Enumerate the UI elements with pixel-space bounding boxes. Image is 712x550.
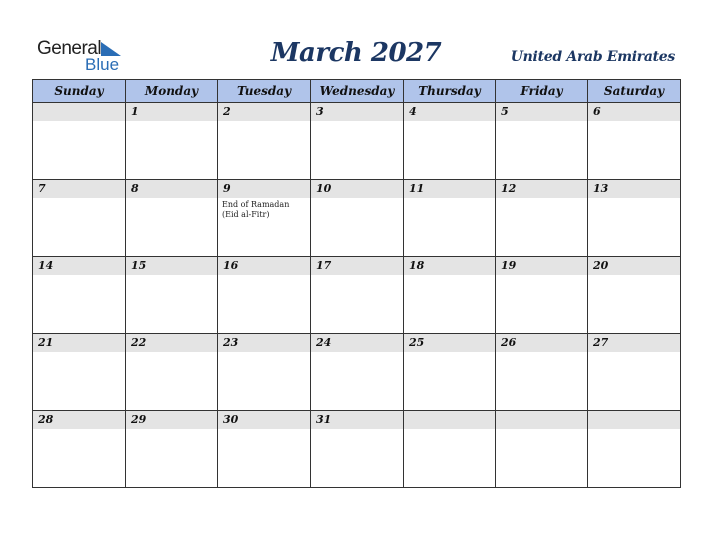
day-cell <box>33 411 126 488</box>
day-number <box>496 411 587 429</box>
day-number: 3 <box>311 103 403 121</box>
day-cell <box>588 411 681 488</box>
day-cell <box>588 180 681 257</box>
logo <box>37 38 137 74</box>
weekday-header: Friday <box>496 80 588 103</box>
day-cell <box>218 257 311 334</box>
day-cell <box>404 180 496 257</box>
day-cell <box>126 334 218 411</box>
weekday-header: Monday <box>126 80 218 103</box>
day-number: 25 <box>404 334 495 352</box>
day-cell <box>311 334 404 411</box>
day-number: 27 <box>588 334 680 352</box>
day-cell <box>33 334 126 411</box>
week-row <box>33 103 681 180</box>
day-cell <box>33 257 126 334</box>
day-cell <box>404 411 496 488</box>
calendar-body <box>33 103 681 488</box>
day-number: 13 <box>588 180 680 198</box>
day-number: 31 <box>311 411 403 429</box>
day-number: 18 <box>404 257 495 275</box>
week-row <box>33 180 681 257</box>
day-number: 10 <box>311 180 403 198</box>
day-number: 19 <box>496 257 587 275</box>
day-cell <box>33 103 126 180</box>
day-number <box>588 411 680 429</box>
day-cell <box>588 257 681 334</box>
day-cell <box>496 103 588 180</box>
day-number: 23 <box>218 334 310 352</box>
week-row <box>33 257 681 334</box>
day-cell <box>496 411 588 488</box>
day-cell <box>588 334 681 411</box>
weekday-header: Tuesday <box>218 80 311 103</box>
day-cell <box>404 103 496 180</box>
week-row <box>33 411 681 488</box>
day-cell <box>588 103 681 180</box>
day-cell <box>404 334 496 411</box>
logo-triangle-icon <box>101 42 121 56</box>
day-cell <box>311 257 404 334</box>
day-number: 8 <box>126 180 217 198</box>
day-number: 2 <box>218 103 310 121</box>
day-number: 5 <box>496 103 587 121</box>
week-row <box>33 334 681 411</box>
day-cell <box>218 103 311 180</box>
day-number: 15 <box>126 257 217 275</box>
day-cell <box>218 334 311 411</box>
weekday-header: Saturday <box>588 80 681 103</box>
day-cell <box>218 180 311 257</box>
day-number: 9 <box>218 180 310 198</box>
page-title: March 2027 <box>270 38 442 68</box>
logo-text-general: General <box>37 38 102 59</box>
weekday-header-row <box>33 80 681 103</box>
day-number: 7 <box>33 180 125 198</box>
day-cell <box>126 257 218 334</box>
day-number: 4 <box>404 103 495 121</box>
day-number: 29 <box>126 411 217 429</box>
day-number: 11 <box>404 180 495 198</box>
weekday-header: Sunday <box>33 80 126 103</box>
holiday-event: End of Ramadan (Eid al-Fitr) <box>222 200 290 219</box>
day-number: 26 <box>496 334 587 352</box>
country-name: United Arab Emirates <box>510 49 675 65</box>
day-cell <box>311 180 404 257</box>
day-cell <box>496 180 588 257</box>
day-cell <box>218 411 311 488</box>
day-number: 1 <box>126 103 217 121</box>
day-cell <box>311 103 404 180</box>
day-number: 17 <box>311 257 403 275</box>
day-cell <box>126 180 218 257</box>
calendar-grid <box>32 79 681 488</box>
day-number: 20 <box>588 257 680 275</box>
weekday-header: Wednesday <box>311 80 404 103</box>
day-number: 12 <box>496 180 587 198</box>
day-cell <box>126 103 218 180</box>
day-cell <box>496 334 588 411</box>
day-number: 28 <box>33 411 125 429</box>
day-number: 30 <box>218 411 310 429</box>
day-number: 14 <box>33 257 125 275</box>
day-number: 21 <box>33 334 125 352</box>
day-cell <box>404 257 496 334</box>
day-cell <box>496 257 588 334</box>
day-number: 6 <box>588 103 680 121</box>
day-number <box>33 103 125 121</box>
day-cell <box>126 411 218 488</box>
day-number: 22 <box>126 334 217 352</box>
logo-text-blue: Blue <box>85 55 120 74</box>
weekday-header: Thursday <box>404 80 496 103</box>
day-number: 24 <box>311 334 403 352</box>
day-cell <box>311 411 404 488</box>
day-number <box>404 411 495 429</box>
day-number: 16 <box>218 257 310 275</box>
day-cell <box>33 180 126 257</box>
